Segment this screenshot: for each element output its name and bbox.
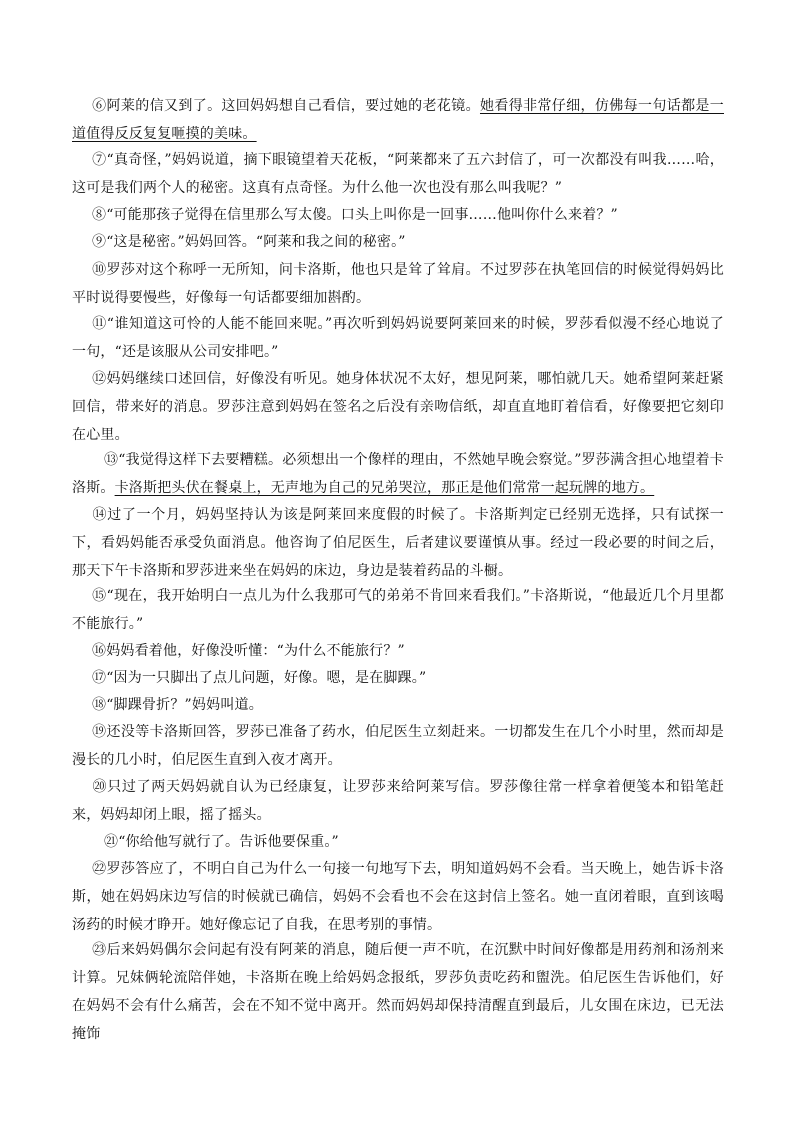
paragraph-18-text: ⑱“脚踝骨折？”妈妈叫道。 xyxy=(92,697,263,713)
paragraph-23-text: ㉓后来妈妈偶尔会问起有没有阿莱的消息，随后便一声不吭，在沉默中时间好像都是用药剂和汤剂来计算。兄妹俩轮流陪伴她，卡洛斯在晚上给妈妈念报纸，罗莎负责吃药和盥洗。伯尼医生告诉他们，好在妈妈不会有什么痛苦，会在不知不觉中离开。然而妈妈却保持清醒直到最后，儿女围在床边，已无法掩饰 xyxy=(72,942,724,1042)
paragraph-23 xyxy=(72,936,724,1048)
paragraph-16 xyxy=(72,637,724,665)
paragraph-14 xyxy=(72,501,724,585)
paragraph-13-underlined: 卡洛斯把头伏在餐桌上，无声地为自己的兄弟哭泣，那正是他们常常一起玩牌的地方。 xyxy=(114,480,655,496)
paragraph-9-text: ⑨“这是秘密。”妈妈回答。“阿莱和我之间的秘密。” xyxy=(92,234,406,250)
paragraph-15-text: ⑮“现在，我开始明白一点儿为什么我那可气的弟弟不肯回来看我们。”卡洛斯说，“他最近几个月里都不能旅行。” xyxy=(72,588,724,632)
paragraph-21 xyxy=(72,828,724,856)
paragraph-12-text: ⑫妈妈继续口述回信，好像没有听见。她身体状况不太好，想见阿莱，哪怕就几天。她希望阿莱赶紧回信，带来好的消息。罗莎注意到妈妈在签名之后没有亲吻信纸，却直直地盯着信看，好像要把它刻印在心里。 xyxy=(72,371,724,443)
paragraph-12 xyxy=(72,365,724,449)
paragraph-16-text: ⑯妈妈看着他，好像没听懂：“为什么不能旅行？” xyxy=(92,643,405,659)
paragraph-22-text: ㉒罗莎答应了，不明白自己为什么一句接一句地写下去，明知道妈妈不会看。当天晚上，她告诉卡洛斯，她在妈妈床边写信的时候就已确信，妈妈不会看也不会在这封信上签名。她一直闭着眼，直到该喝汤药的时候才睁开。她好像忘记了自我，在思考别的事情。 xyxy=(72,861,724,933)
paragraph-9 xyxy=(72,228,724,256)
paragraph-7-text: ⑦“真奇怪，”妈妈说道，摘下眼镜望着天花板，“阿莱都来了五六封信了，可一次都没有叫我……哈，这可是我们两个人的秘密。这真有点奇怪。为什么他一次也没有那么叫我呢？” xyxy=(72,152,724,196)
paragraph-8 xyxy=(72,201,724,229)
paragraph-14-text: ⑭过了一个月，妈妈坚持认为该是阿莱回来度假的时候了。卡洛斯判定已经别无选择，只有试探一下，看妈妈能否承受负面消息。他咨询了伯尼医生，后者建议要谨慎从事。经过一段必要的时间之后，那天下午卡洛斯和罗莎进来坐在妈妈的床边，身边是装着药品的斗橱。 xyxy=(72,507,724,579)
paragraph-13-text: ⑬“我觉得这样下去要糟糕。必须想出一个像样的理由，不然她早晚会察觉。”罗莎满含担心地望着卡洛斯。 xyxy=(72,452,724,496)
paragraph-6-underlined: 她看得非常仔细，仿佛每一句话都是一道值得反反复复咂摸的美味。 xyxy=(72,98,724,142)
paragraph-6-text: ⑥阿莱的信又到了。这回妈妈想自己看信，要过她的老花镜。 xyxy=(92,98,480,114)
paragraph-22 xyxy=(72,855,724,939)
paragraph-8-text: ⑧“可能那孩子觉得在信里那么写太傻。口头上叫你是一回事……他叫你什么来着？” xyxy=(92,207,618,223)
paragraph-11-text: ⑪“谁知道这可怜的人能不能回来呢。”再次听到妈妈说要阿莱回来的时候，罗莎看似漫不经心地说了一句，“还是该服从公司安排吧。” xyxy=(72,316,724,360)
paragraph-19-text: ⑲还没等卡洛斯回答，罗莎已准备了药水，伯尼医生立刻赶来。一切都发生在几个小时里，然而却是漫长的几小时，伯尼医生直到入夜才离开。 xyxy=(72,724,724,768)
paragraph-11 xyxy=(72,310,724,366)
paragraph-20-text: ⑳只过了两天妈妈就自认为已经康复，让罗莎来给阿莱写信。罗莎像往常一样拿着便笺本和铅笔赶来，妈妈却闭上眼，摇了摇头。 xyxy=(72,779,724,823)
paragraph-6 xyxy=(72,92,724,148)
paragraph-10-text: ⑩罗莎对这个称呼一无所知，问卡洛斯，他也只是耸了耸肩。不过罗莎在执笔回信的时候觉得妈妈比平时说得要慢些，好像每一句话都要细加斟酌。 xyxy=(72,262,724,306)
paragraph-17 xyxy=(72,664,724,692)
paragraph-17-text: ⑰“因为一只脚出了点儿问题，好像。嗯，是在脚踝。” xyxy=(92,670,427,686)
paragraph-20 xyxy=(72,773,724,829)
paragraph-18 xyxy=(72,691,724,719)
paragraph-7 xyxy=(72,146,724,202)
paragraph-19 xyxy=(72,718,724,774)
paragraph-10 xyxy=(72,256,724,312)
paragraph-21-text: ㉑“你给他写就行了。告诉他要保重。” xyxy=(104,834,339,850)
paragraph-13 xyxy=(72,446,724,502)
paragraph-15 xyxy=(72,582,724,638)
